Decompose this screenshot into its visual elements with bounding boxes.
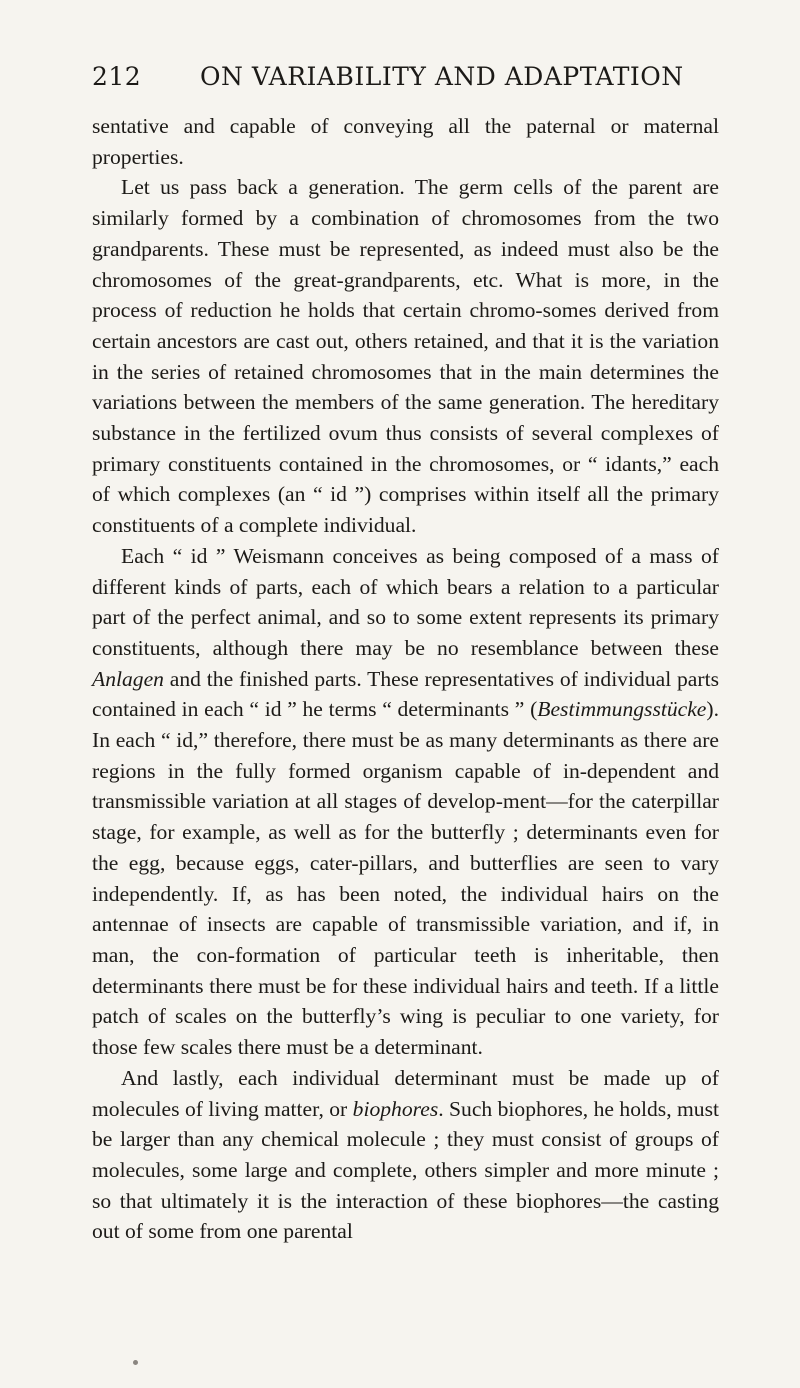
page-header bbox=[92, 62, 708, 96]
paragraph-3 bbox=[92, 541, 719, 1063]
running-title: ON VARIABILITY AND ADAPTATION bbox=[200, 62, 684, 91]
paragraph-2-text: Let us pass back a generation. The germ cells of the parent are similarly formed by a combination of chromosomes from the two grandparents. These must be represented, as indeed must also be the chromosomes of the great-grandparents, etc. What is more, in the process of reduction he holds that certain chromo-somes derived from certain ancestors are cast out, others retained, and that it is the variation in the series of retained chromosomes that in the main determines the variations between the members of the same generation. The hereditary substance in the fertilized ovum thus consists of several complexes of primary constituents contained in the chromosomes, or “ idants,” each of which complexes (an “ id ”) comprises within itself all the primary constituents of a complete individual. bbox=[92, 175, 719, 538]
paragraph-2 bbox=[92, 172, 719, 540]
body-text bbox=[92, 111, 719, 1247]
paragraph-3-text-c: ). In each “ id,” therefore, there must be as many determinants as there are regions in the fully formed organism capable of in-dependent and transmissible variation at all stages of develop-ment—for the caterpillar stage, for example, as well as for the butterfly ; determinants even for the egg, because eggs, cater-pillars, and butterflies are seen to vary independently. If, as has been noted, the individual hairs on the antennae of insects are capable of transmissible variation, and if, in man, the con-formation of particular teeth is inheritable, then determinants there must be for these individual hairs and teeth. If a little patch of scales on the butterfly’s wing is peculiar to one variety, for those few scales there must be a determinant. bbox=[92, 697, 719, 1060]
page-number: 212 bbox=[92, 62, 142, 91]
italic-term-anlagen: Anlagen bbox=[92, 666, 164, 691]
paragraph-3-text-b: and the finished parts. These representatives of individual parts contained in each “ id ” he terms “ determinants ” ( bbox=[92, 666, 719, 722]
paragraph-1-text: sentative and capable of conveying all the paternal or maternal properties. bbox=[92, 114, 719, 169]
paragraph-3-text-a: Each “ id ” Weismann conceives as being composed of a mass of different kinds of parts, each of which bears a relation to a particular part of the perfect animal, and so to some extent represents its primary constituents, although there may be no resemblance between these bbox=[92, 543, 719, 660]
paragraph-4 bbox=[92, 1063, 719, 1247]
paragraph-1 bbox=[92, 111, 719, 172]
paragraph-4-text-a: And lastly, each individual determinant must be made up of molecules of living matter, or bbox=[92, 1065, 719, 1121]
paragraph-4-text-b: . Such biophores, he holds, must be larger than any chemical molecule ; they must consist of groups of molecules, some large and complete, others simpler and more minute ; so that ultimately it is the interaction of these biophores—the casting out of some from one parental bbox=[92, 1096, 719, 1244]
paper-speck bbox=[133, 1360, 138, 1365]
italic-term-bestimmungsstucke: Bestimmungsstücke bbox=[537, 697, 707, 722]
italic-term-biophores: biophores bbox=[352, 1096, 439, 1121]
